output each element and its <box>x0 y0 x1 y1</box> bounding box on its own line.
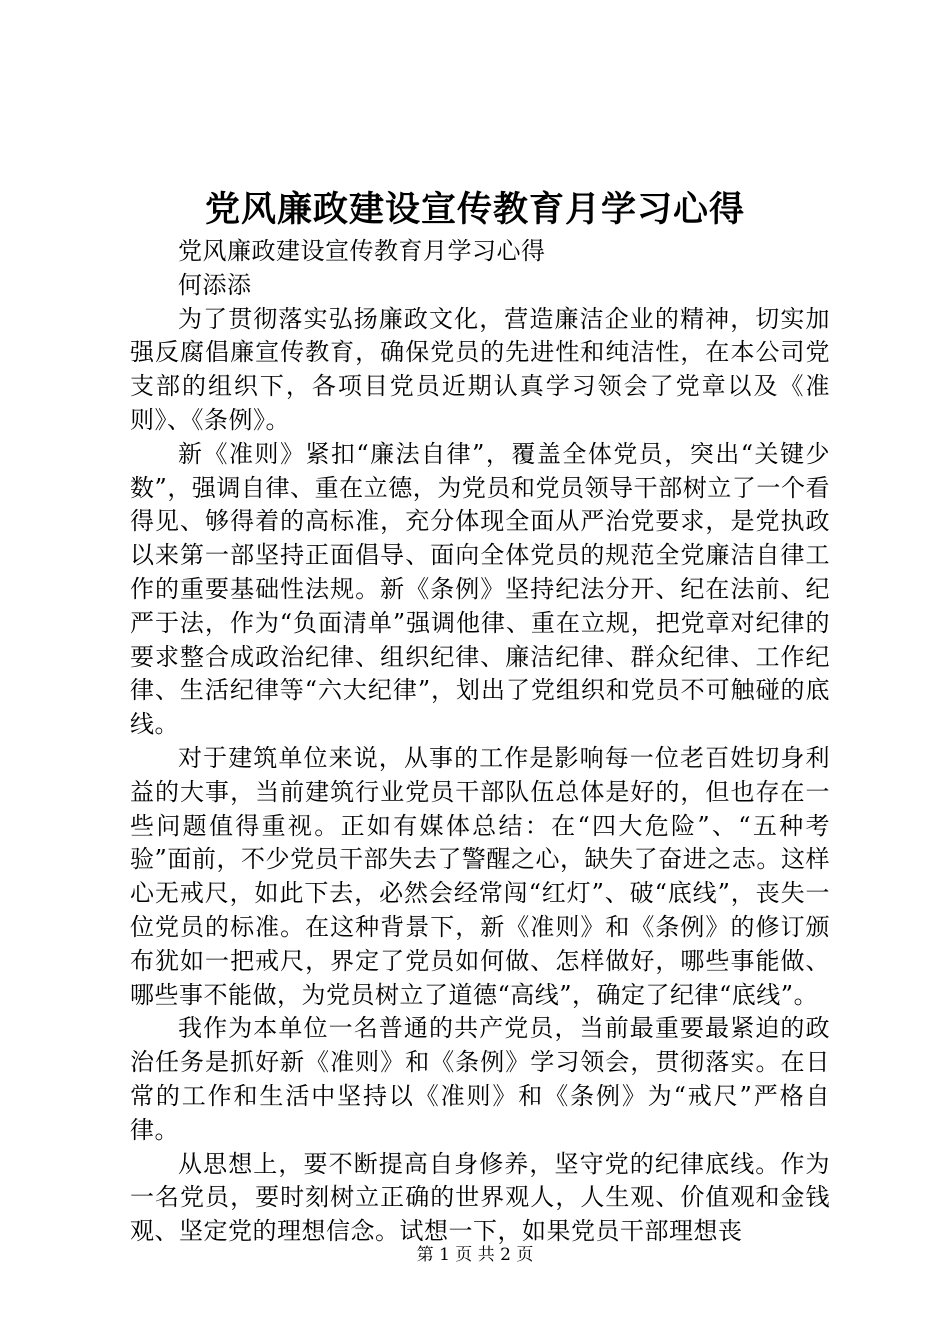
paragraph-5: 从思想上，要不断提高自身修养，坚守党的纪律底线。作为一名党员，要时刻树立正确的世界观人，人生观、价值观和金钱观、坚定党的理想信念。试想一下，如果党员干部理想丧 <box>130 1149 830 1246</box>
document-author: 何添添 <box>178 270 252 299</box>
document-title: 党风廉政建设宣传教育月学习心得 <box>204 189 745 230</box>
document-body <box>130 235 830 1249</box>
paragraph-1: 为了贯彻落实弘扬廉政文化，营造廉洁企业的精神，切实加强反腐倡廉宣传教育，确保党员的先进性和纯洁性，在本公司党支部的组织下，各项目党员近期认真学习领会了党章以及《准则》、《条例》。 <box>130 304 830 434</box>
paragraph-2: 新《准则》紧扣“廉法自律”，覆盖全体党员，突出“关键少数”，强调自律、重在立德，为党员和党员领导干部树立了一个看得见、够得着的高标准，充分体现全面从严治党要求，是党执政以来第一部坚持正面倡导、面向全体党员的规范全党廉洁自律工作的重要基础性法规。新《条例》坚持纪法分开、纪在法前、纪严于法，作为“负面清单”强调他律、重在立规，把党章对纪律的要求整合成政治纪律、组织纪律、廉洁纪律、群众纪律、工作纪律、生活纪律等“六大纪律”，划出了党组织和党员不可触碰的底线。 <box>130 439 830 739</box>
paragraph-4: 我作为本单位一名普通的共产党员，当前最重要最紧迫的政治任务是抓好新《准则》和《条例》学习领会，贯彻落实。在日常的工作和生活中坚持以《准则》和《条例》为“戒尺”严格自律。 <box>130 1014 830 1144</box>
paragraph-3: 对于建筑单位来说，从事的工作是影响每一位老百姓切身利益的大事，当前建筑行业党员干部队伍总体是好的，但也存在一些问题值得重视。正如有媒体总结：在“四大危险”、“五种考验”面前，不少党员干部失去了警醒之心，缺失了奋进之志。这样心无戒尺，如此下去，必然会经常闯“红灯”、破“底线”，丧失一位党员的标准。在这种背景下，新《准则》和《条例》的修订颁布犹如一把戒尺，界定了党员如何做、怎样做好，哪些事能做、哪些事不能做，为党员树立了道德“高线”，确定了纪律“底线”。 <box>130 743 830 1009</box>
page-footer: 第 1 页 共 2 页 <box>416 1245 534 1265</box>
document-subtitle: 党风廉政建设宣传教育月学习心得 <box>178 237 546 265</box>
